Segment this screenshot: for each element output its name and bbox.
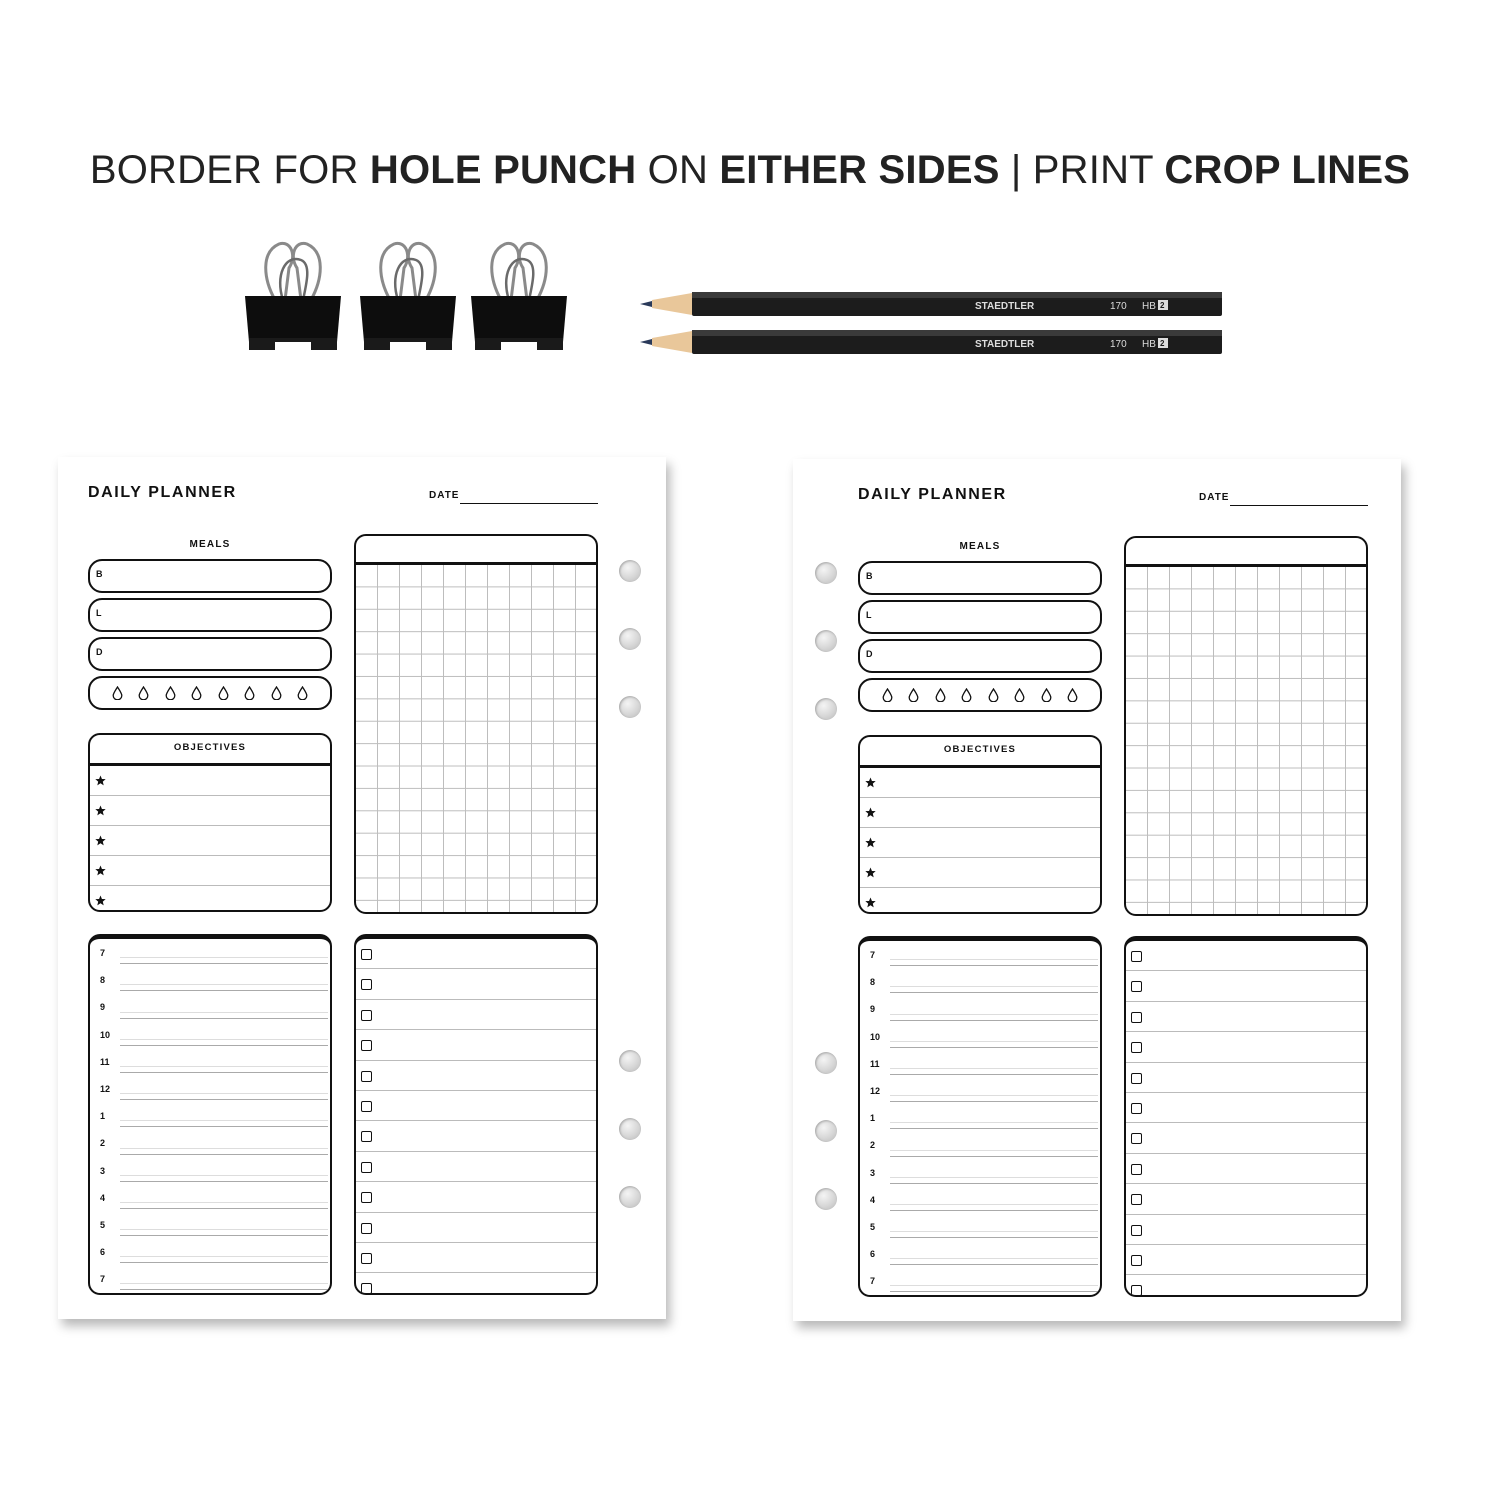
checkbox-icon[interactable] bbox=[1131, 981, 1142, 992]
punch-hole-icon bbox=[619, 628, 641, 650]
water-drop-icon[interactable] bbox=[297, 686, 308, 700]
punch-hole-icon bbox=[815, 630, 837, 652]
todo-row[interactable] bbox=[356, 1091, 596, 1121]
planner-title: DAILY PLANNER bbox=[858, 486, 1007, 503]
pencil-number: 2 bbox=[1160, 339, 1165, 348]
todo-list bbox=[354, 934, 598, 1295]
planner-title: DAILY PLANNER bbox=[88, 484, 237, 501]
headline bbox=[0, 148, 1500, 193]
objective-row[interactable] bbox=[860, 768, 1100, 798]
meal-field[interactable] bbox=[858, 600, 1102, 634]
water-drop-icon[interactable] bbox=[165, 686, 176, 700]
checkbox-icon[interactable] bbox=[1131, 1194, 1142, 1205]
todo-row[interactable] bbox=[356, 1061, 596, 1091]
objective-row[interactable] bbox=[90, 766, 330, 796]
water-tracker bbox=[858, 678, 1102, 712]
pencil-grade: HB bbox=[1142, 339, 1156, 350]
schedule-line bbox=[890, 1231, 1098, 1232]
schedule-row[interactable] bbox=[90, 1157, 330, 1184]
todo-row[interactable] bbox=[1126, 1184, 1366, 1214]
schedule-line bbox=[890, 1074, 1098, 1075]
schedule-line bbox=[120, 1208, 328, 1209]
schedule-line bbox=[120, 1154, 328, 1155]
schedule-line bbox=[890, 1210, 1098, 1211]
water-drops bbox=[90, 678, 330, 708]
schedule-line bbox=[890, 1156, 1098, 1157]
hour-label: 8 bbox=[870, 977, 876, 988]
schedule-row[interactable] bbox=[860, 1050, 1100, 1077]
schedule-line bbox=[890, 1041, 1098, 1042]
schedule-row[interactable] bbox=[90, 1265, 330, 1292]
notes-grid-header bbox=[1126, 538, 1366, 567]
checkbox-icon[interactable] bbox=[361, 1192, 372, 1203]
checkbox-icon[interactable] bbox=[361, 1101, 372, 1112]
pencil-brand: STAEDTLER bbox=[975, 339, 1035, 350]
date-field[interactable] bbox=[1230, 505, 1368, 506]
objective-row[interactable] bbox=[860, 828, 1100, 858]
punch-hole-icon bbox=[815, 1188, 837, 1210]
schedule-line bbox=[120, 1093, 328, 1094]
checkbox-icon[interactable] bbox=[1131, 1073, 1142, 1084]
hourly-schedule bbox=[858, 936, 1102, 1297]
hour-label: 9 bbox=[100, 1002, 106, 1013]
schedule-row[interactable] bbox=[860, 968, 1100, 995]
planner-sheet-right bbox=[793, 459, 1401, 1321]
todo-row[interactable] bbox=[1126, 1154, 1366, 1184]
checkbox-icon[interactable] bbox=[361, 1283, 372, 1294]
schedule-line bbox=[120, 1066, 328, 1067]
schedule-line bbox=[890, 1237, 1098, 1238]
binder-clip-icon bbox=[245, 238, 341, 356]
todo-row[interactable] bbox=[1126, 1275, 1366, 1297]
schedule-line bbox=[890, 1264, 1098, 1265]
checkbox-icon[interactable] bbox=[361, 1253, 372, 1264]
star-icon bbox=[95, 775, 106, 786]
date-label: DATE bbox=[1199, 492, 1230, 503]
pencil-number: 2 bbox=[1160, 301, 1165, 310]
objectives-box bbox=[858, 735, 1102, 914]
star-icon bbox=[95, 835, 106, 846]
hour-label: 5 bbox=[870, 1221, 876, 1232]
hour-label: 12 bbox=[870, 1085, 881, 1096]
hour-label: 7 bbox=[870, 950, 876, 960]
schedule-row[interactable] bbox=[90, 966, 330, 993]
objective-row[interactable] bbox=[860, 888, 1100, 914]
schedule-row[interactable] bbox=[860, 1186, 1100, 1213]
meal-field[interactable] bbox=[88, 559, 332, 593]
schedule-line bbox=[120, 1256, 328, 1257]
schedule-line bbox=[890, 1150, 1098, 1151]
meal-letter: D bbox=[866, 649, 873, 659]
schedule-line bbox=[890, 992, 1098, 993]
hour-label: 6 bbox=[100, 1247, 106, 1258]
hour-label: 7 bbox=[100, 948, 106, 958]
todo-row[interactable] bbox=[356, 1273, 596, 1295]
schedule-line bbox=[890, 1183, 1098, 1184]
todo-row[interactable] bbox=[356, 1030, 596, 1060]
schedule-line bbox=[120, 1148, 328, 1149]
checkbox-icon[interactable] bbox=[361, 949, 372, 960]
headline-text: | PRINT bbox=[999, 148, 1165, 192]
schedule-line bbox=[120, 963, 328, 964]
star-icon bbox=[865, 897, 876, 908]
meal-letter: L bbox=[866, 610, 872, 620]
water-drop-icon[interactable] bbox=[908, 688, 919, 702]
todo-row[interactable] bbox=[1126, 1215, 1366, 1245]
schedule-line bbox=[890, 1047, 1098, 1048]
headline-bold-crop-lines: CROP LINES bbox=[1164, 148, 1411, 192]
meal-letter: B bbox=[96, 569, 103, 579]
schedule-row[interactable] bbox=[90, 1102, 330, 1129]
todo-row[interactable] bbox=[356, 969, 596, 999]
checkbox-icon[interactable] bbox=[1131, 1103, 1142, 1114]
todo-row[interactable] bbox=[356, 1121, 596, 1151]
star-icon bbox=[865, 867, 876, 878]
schedule-line bbox=[120, 1181, 328, 1182]
todo-list bbox=[1124, 936, 1368, 1297]
schedule-line bbox=[890, 1068, 1098, 1069]
checkbox-icon[interactable] bbox=[1131, 1225, 1142, 1236]
schedule-line bbox=[120, 1012, 328, 1013]
schedule-line bbox=[120, 1045, 328, 1046]
water-drops bbox=[860, 680, 1100, 710]
checkbox-icon[interactable] bbox=[361, 1010, 372, 1021]
objectives-label: OBJECTIVES bbox=[90, 735, 330, 766]
schedule-row[interactable] bbox=[860, 1240, 1100, 1267]
meal-field[interactable] bbox=[88, 637, 332, 671]
notes-grid[interactable] bbox=[354, 534, 598, 914]
objective-row[interactable] bbox=[90, 796, 330, 826]
notes-grid[interactable] bbox=[1124, 536, 1368, 916]
schedule-line bbox=[890, 1128, 1098, 1129]
pencil-model: 170 bbox=[1110, 301, 1127, 312]
checkbox-icon[interactable] bbox=[361, 1162, 372, 1173]
headline-bold-either-sides: EITHER SIDES bbox=[719, 148, 1000, 192]
schedule-line bbox=[890, 1291, 1098, 1292]
schedule-row[interactable] bbox=[90, 1021, 330, 1048]
pencil-brand: STAEDTLER bbox=[975, 301, 1035, 312]
pencil-icon bbox=[640, 290, 1225, 318]
water-drop-icon[interactable] bbox=[271, 686, 282, 700]
star-icon bbox=[865, 777, 876, 788]
hourly-schedule bbox=[88, 934, 332, 1295]
schedule-line bbox=[890, 1020, 1098, 1021]
schedule-line bbox=[120, 1262, 328, 1263]
schedule-line bbox=[120, 1175, 328, 1176]
schedule-row[interactable] bbox=[860, 1213, 1100, 1240]
schedule-line bbox=[120, 1289, 328, 1290]
schedule-line bbox=[120, 1126, 328, 1127]
checkbox-icon[interactable] bbox=[1131, 951, 1142, 962]
todo-row[interactable] bbox=[1126, 971, 1366, 1001]
pencil-icon bbox=[640, 328, 1225, 356]
meal-letter: D bbox=[96, 647, 103, 657]
schedule-row[interactable] bbox=[860, 1159, 1100, 1186]
meal-field[interactable] bbox=[858, 561, 1102, 595]
todo-row[interactable] bbox=[1126, 1063, 1366, 1093]
meal-letter: B bbox=[866, 571, 873, 581]
hour-label: 10 bbox=[870, 1031, 881, 1042]
schedule-line bbox=[120, 1099, 328, 1100]
water-drop-icon[interactable] bbox=[882, 688, 893, 702]
headline-bold-hole-punch: HOLE PUNCH bbox=[369, 148, 637, 192]
schedule-line bbox=[890, 1095, 1098, 1096]
checkbox-icon[interactable] bbox=[1131, 1285, 1142, 1296]
todo-row[interactable] bbox=[1126, 1123, 1366, 1153]
planner-sheet-left bbox=[58, 457, 666, 1319]
binder-clip-icon bbox=[360, 238, 456, 356]
checkbox-icon[interactable] bbox=[1131, 1042, 1142, 1053]
hour-label: 3 bbox=[100, 1165, 106, 1176]
schedule-line bbox=[890, 1204, 1098, 1205]
schedule-line bbox=[120, 1229, 328, 1230]
hour-label: 11 bbox=[870, 1058, 880, 1069]
schedule-line bbox=[120, 1072, 328, 1073]
objective-row[interactable] bbox=[90, 826, 330, 856]
checkbox-icon[interactable] bbox=[1131, 1133, 1142, 1144]
schedule-line bbox=[120, 1120, 328, 1121]
todo-row[interactable] bbox=[356, 1000, 596, 1030]
schedule-row[interactable] bbox=[860, 1023, 1100, 1050]
schedule-line bbox=[890, 959, 1098, 960]
schedule-row[interactable] bbox=[90, 1238, 330, 1265]
pencil-grade: HB bbox=[1142, 301, 1156, 312]
schedule-line bbox=[120, 1018, 328, 1019]
todo-row[interactable] bbox=[1126, 1093, 1366, 1123]
water-drop-icon[interactable] bbox=[1014, 688, 1025, 702]
water-drop-icon[interactable] bbox=[218, 686, 229, 700]
star-icon bbox=[95, 865, 106, 876]
pencil-model: 170 bbox=[1110, 339, 1127, 350]
schedule-row[interactable] bbox=[90, 1211, 330, 1238]
meal-field[interactable] bbox=[88, 598, 332, 632]
punch-hole-icon bbox=[815, 698, 837, 720]
hour-label: 1 bbox=[100, 1111, 106, 1122]
star-icon bbox=[95, 805, 106, 816]
schedule-row[interactable] bbox=[860, 1104, 1100, 1131]
schedule-line bbox=[120, 990, 328, 991]
checkbox-icon[interactable] bbox=[1131, 1012, 1142, 1023]
hour-label: 11 bbox=[100, 1056, 110, 1067]
star-icon bbox=[865, 837, 876, 848]
water-drop-icon[interactable] bbox=[1067, 688, 1078, 702]
schedule-line bbox=[120, 1039, 328, 1040]
hour-label: 2 bbox=[870, 1140, 876, 1151]
schedule-line bbox=[120, 1235, 328, 1236]
water-drop-icon[interactable] bbox=[935, 688, 946, 702]
checkbox-icon[interactable] bbox=[1131, 1255, 1142, 1266]
hour-label: 8 bbox=[100, 975, 106, 986]
schedule-line bbox=[890, 1101, 1098, 1102]
water-drop-icon[interactable] bbox=[138, 686, 149, 700]
schedule-line bbox=[890, 1122, 1098, 1123]
schedule-line bbox=[890, 1285, 1098, 1286]
hour-label: 3 bbox=[870, 1167, 876, 1178]
todo-row[interactable] bbox=[1126, 1032, 1366, 1062]
star-icon bbox=[95, 895, 106, 906]
todo-row[interactable] bbox=[1126, 1245, 1366, 1275]
todo-row[interactable] bbox=[1126, 1002, 1366, 1032]
meals-label: MEALS bbox=[959, 541, 1001, 552]
water-tracker bbox=[88, 676, 332, 710]
todo-row[interactable] bbox=[356, 1243, 596, 1273]
schedule-line bbox=[120, 957, 328, 958]
objective-row[interactable] bbox=[860, 798, 1100, 828]
date-label: DATE bbox=[429, 490, 460, 501]
punch-hole-icon bbox=[619, 560, 641, 582]
punch-hole-icon bbox=[619, 1050, 641, 1072]
water-drop-icon[interactable] bbox=[112, 686, 123, 700]
schedule-row[interactable] bbox=[90, 939, 330, 966]
objectives-label: OBJECTIVES bbox=[860, 737, 1100, 768]
hour-label: 10 bbox=[100, 1029, 111, 1040]
hour-label: 9 bbox=[870, 1004, 876, 1015]
hour-label: 2 bbox=[100, 1138, 106, 1149]
checkbox-icon[interactable] bbox=[361, 979, 372, 990]
notes-grid-header bbox=[356, 536, 596, 565]
meals-label: MEALS bbox=[189, 539, 231, 550]
punch-hole-icon bbox=[815, 1052, 837, 1074]
water-drop-icon[interactable] bbox=[244, 686, 255, 700]
objective-row[interactable] bbox=[860, 858, 1100, 888]
schedule-line bbox=[890, 1177, 1098, 1178]
planner-page bbox=[858, 459, 1368, 1321]
schedule-row[interactable] bbox=[90, 1184, 330, 1211]
schedule-row[interactable] bbox=[860, 1267, 1100, 1294]
hour-label: 7 bbox=[870, 1276, 876, 1287]
punch-hole-icon bbox=[815, 1120, 837, 1142]
punch-hole-icon bbox=[815, 562, 837, 584]
water-drop-icon[interactable] bbox=[988, 688, 999, 702]
hour-label: 6 bbox=[870, 1249, 876, 1260]
checkbox-icon[interactable] bbox=[1131, 1164, 1142, 1175]
objective-row[interactable] bbox=[90, 856, 330, 886]
schedule-row[interactable] bbox=[90, 993, 330, 1020]
checkbox-icon[interactable] bbox=[361, 1223, 372, 1234]
headline-text: ON bbox=[636, 148, 720, 192]
hour-label: 12 bbox=[100, 1083, 111, 1094]
todo-row[interactable] bbox=[356, 939, 596, 969]
hour-label: 4 bbox=[870, 1194, 876, 1205]
schedule-row[interactable] bbox=[90, 1129, 330, 1156]
todo-row[interactable] bbox=[356, 1213, 596, 1243]
checkbox-icon[interactable] bbox=[361, 1040, 372, 1051]
meal-letter: L bbox=[96, 608, 102, 618]
planner-page bbox=[88, 457, 598, 1319]
todo-row[interactable] bbox=[356, 1152, 596, 1182]
schedule-row[interactable] bbox=[860, 1131, 1100, 1158]
schedule-row[interactable] bbox=[860, 995, 1100, 1022]
water-drop-icon[interactable] bbox=[1041, 688, 1052, 702]
schedule-line bbox=[120, 1202, 328, 1203]
schedule-line bbox=[120, 984, 328, 985]
schedule-line bbox=[890, 1258, 1098, 1259]
hour-label: 7 bbox=[100, 1274, 106, 1285]
notes-grid-body bbox=[1126, 567, 1366, 914]
todo-row[interactable] bbox=[356, 1182, 596, 1212]
hour-label: 5 bbox=[100, 1219, 106, 1230]
date-field[interactable] bbox=[460, 503, 598, 504]
schedule-line bbox=[890, 1014, 1098, 1015]
schedule-row[interactable] bbox=[860, 1077, 1100, 1104]
todo-row[interactable] bbox=[1126, 941, 1366, 971]
objective-row[interactable] bbox=[90, 886, 330, 912]
schedule-row[interactable] bbox=[860, 941, 1100, 968]
headline-text: BORDER FOR bbox=[89, 148, 370, 192]
checkbox-icon[interactable] bbox=[361, 1071, 372, 1082]
schedule-row[interactable] bbox=[90, 1075, 330, 1102]
schedule-line bbox=[890, 965, 1098, 966]
schedule-line bbox=[890, 986, 1098, 987]
checkbox-icon[interactable] bbox=[361, 1131, 372, 1142]
schedule-row[interactable] bbox=[90, 1048, 330, 1075]
water-drop-icon[interactable] bbox=[961, 688, 972, 702]
objectives-box bbox=[88, 733, 332, 912]
punch-hole-icon bbox=[619, 1118, 641, 1140]
hour-label: 4 bbox=[100, 1192, 106, 1203]
notes-grid-body bbox=[356, 565, 596, 912]
star-icon bbox=[865, 807, 876, 818]
hour-label: 1 bbox=[870, 1113, 876, 1124]
punch-hole-icon bbox=[619, 696, 641, 718]
water-drop-icon[interactable] bbox=[191, 686, 202, 700]
schedule-line bbox=[120, 1283, 328, 1284]
binder-clip-icon bbox=[471, 238, 567, 356]
punch-hole-icon bbox=[619, 1186, 641, 1208]
meal-field[interactable] bbox=[858, 639, 1102, 673]
